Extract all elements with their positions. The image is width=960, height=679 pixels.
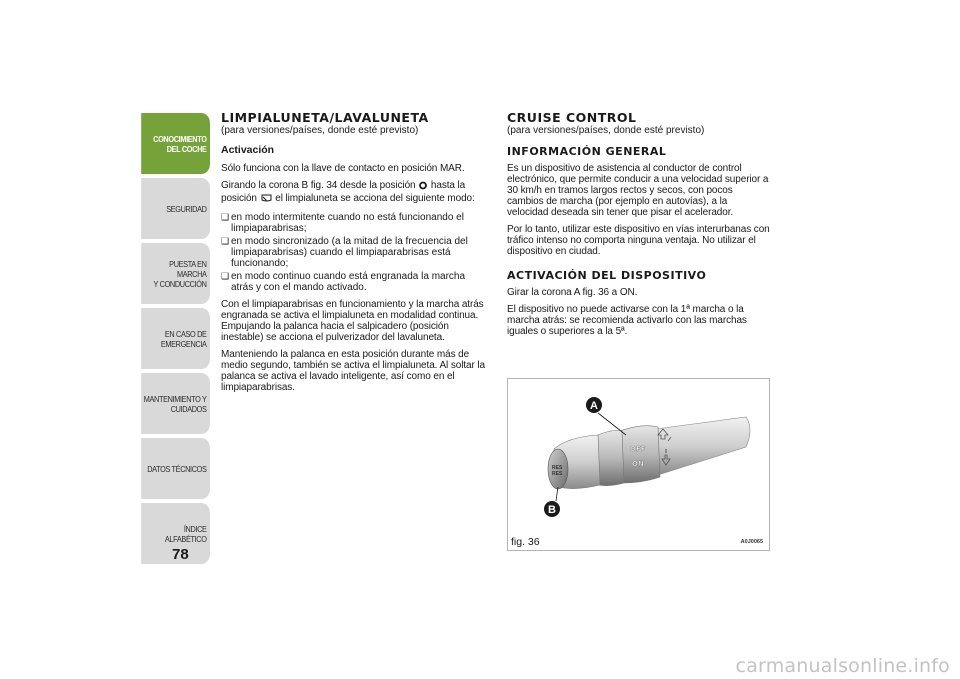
- section-subtitle: (para versiones/países, donde esté previsto): [221, 125, 419, 136]
- tab-conocimiento-del-coche[interactable]: CONOCIMIENTO DEL COCHE: [141, 113, 210, 174]
- tab-seguridad[interactable]: SEGURIDAD: [141, 178, 210, 239]
- tab-mantenimiento[interactable]: MANTENIMIENTO Y CUIDADOS: [141, 373, 210, 434]
- heading-activacion-dispositivo: ACTIVACIÓN DEL DISPOSITIVO: [507, 269, 707, 282]
- on-label: ON: [632, 460, 644, 468]
- heading-informacion-general: INFORMACIÓN GENERAL: [507, 145, 667, 158]
- stalk-illustration: [508, 379, 769, 550]
- paragraph: El dispositivo no puede activarse con la 1ª marcha o la marcha atrás: se recomienda activarlo con las marchas iguales o superiores a la 5ª.: [507, 304, 747, 337]
- button-text-1: RES: [552, 465, 563, 471]
- tab-en-caso-de-emergencia[interactable]: EN CASO DE EMERGENCIA: [141, 308, 210, 369]
- figure-code: A0J0065: [740, 539, 763, 545]
- right-column: [507, 111, 771, 343]
- bullet-list: [221, 212, 489, 293]
- chapter-sidebar: [130, 113, 210, 568]
- watermark: carmanualsonline.info: [735, 655, 950, 677]
- list-item: ❑ en modo intermitente cuando no está funcionando el limpiaparabrisas;: [221, 212, 489, 234]
- page-number: 78: [172, 546, 189, 563]
- section-subtitle: (para versiones/países, donde esté previsto): [507, 125, 705, 136]
- paragraph: Sólo funciona con la llave de contacto en posición MAR.: [221, 163, 465, 174]
- off-position-icon: [419, 181, 427, 193]
- list-item: ❑ en modo sincronizado (a la mitad de la frecuencia del limpiaparabrisas) cuando el limpiaparabrisas está funcionando;: [221, 236, 489, 269]
- subsection-activacion: Activación: [221, 144, 275, 156]
- rear-wiper-icon: [261, 194, 272, 206]
- left-column: [221, 111, 489, 399]
- list-item: ❑ en modo continuo cuando está engranada la marcha atrás y con el mando activado.: [221, 271, 489, 293]
- tab-puesta-en-marcha[interactable]: PUESTA EN MARCHA Y CONDUCCIÓN: [141, 243, 210, 304]
- label-b: B: [548, 504, 556, 516]
- paragraph-with-icons: Girando la corona B fig. 34 desde la posición hasta la posición el limpialuneta se acciona del siguiente modo:: [221, 180, 475, 204]
- ring-a: [620, 426, 660, 483]
- section-title-limpialuneta: LIMPIALUNETA/LAVALUNETA: [221, 110, 429, 125]
- tab-indice-alfabetico[interactable]: ÍNDICE ALFABÉTICO: [141, 503, 210, 564]
- paragraph: Es un dispositivo de asistencia al conductor de control electrónico, que permite conducir a una velocidad superior a 30 km/h en tramos largos rectos y secos, con pocos cambios de marcha (por ejemplo en autovías), a la velocidad deseada sin tener que pisar el acelerador.: [507, 163, 769, 218]
- figure-caption: fig. 36: [511, 536, 540, 548]
- ring-divider: [598, 431, 624, 486]
- paragraph: Manteniendo la palanca en esta posición durante más de medio segundo, también se activa el limpialuneta. Al soltar la palanca se activa el lavado inteligente, así como en el limpiaparabrisas.: [221, 349, 485, 393]
- section-title-cruise-control: CRUISE CONTROL: [507, 110, 637, 125]
- off-label: OFF: [630, 445, 646, 453]
- label-a: A: [590, 400, 598, 412]
- paragraph: Por lo tanto, utilizar este dispositivo en vías interurbanas con tráfico intenso no comporta ninguna ventaja. No utilizar el dispositivo en ciudad.: [507, 224, 770, 257]
- tab-datos-tecnicos[interactable]: DATOS TÉCNICOS: [141, 438, 210, 499]
- paragraph: Con el limpiaparabrisas en funcionamiento y la marcha atrás engranada se activa el limpialuneta en modalidad continua. Empujando la palanca hacia el salpicadero (posición inestable) se acciona el pulverizador del lavaluneta.: [221, 299, 484, 343]
- button-text-2: RES: [552, 471, 563, 477]
- figure-36: [507, 378, 770, 551]
- paragraph: Girar la corona A fig. 36 a ON.: [507, 287, 638, 298]
- stalk-body: [656, 417, 750, 475]
